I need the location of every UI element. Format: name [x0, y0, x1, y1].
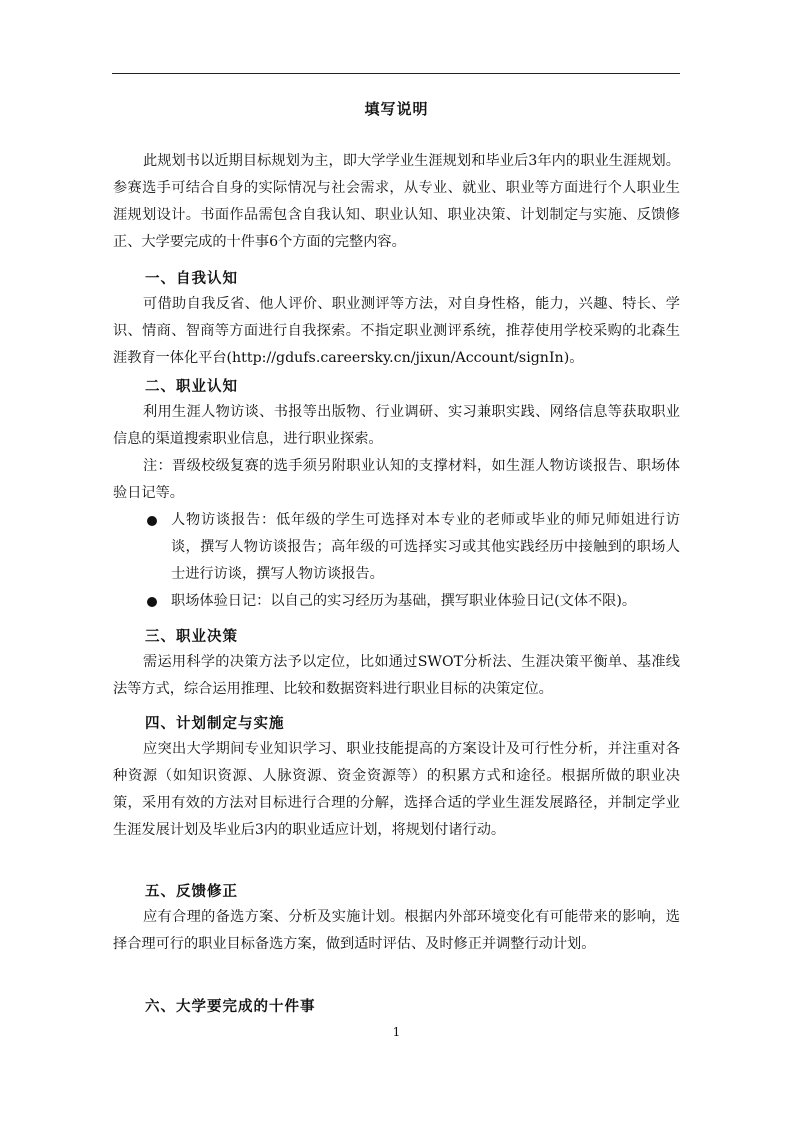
section-body-career-decision: 需运用科学的决策方法予以定位，比如通过SWOT分析法、生涯决策平衡单、基准线法等方式，综合运用推理、比较和数据资料进行职业目标的决策定位。 [113, 654, 680, 697]
section-heading-planning: 四、计划制定与实施 [145, 715, 285, 732]
page-number: 1 [392, 1025, 401, 1039]
list-item-text: 职场体验日记：以自己的实习经历为基础，撰写职业体验日记(文体不限)。 [171, 593, 637, 609]
section-heading-career-decision: 三、职业决策 [145, 628, 238, 645]
section-body-self-awareness: 可借助自我反省、他人评价、职业测评等方法，对自身性格，能力，兴趣、特长、学识、情商、智商等方面进行自我探索。不指定职业测评系统，推荐使用学校采购的北森生涯教育一体化平台(http://gdufs.careersky.cn/jixun/Account/signIn)。 [113, 296, 680, 366]
bullet-icon [147, 516, 157, 526]
section-note-career-awareness: 注：晋级校级复赛的选手须另附职业认知的支撑材料，如生涯人物访谈报告、职场体验日记等。 [113, 458, 680, 501]
section-heading-career-awareness: 二、职业认知 [145, 378, 238, 395]
section-body-career-awareness: 利用生涯人物访谈、书报等出版物、行业调研、实习兼职实践、网络信息等获取职业信息的渠道搜索职业信息，进行职业探索。 [113, 404, 680, 447]
list-item [147, 588, 680, 615]
list-item [147, 507, 680, 588]
section-heading-feedback: 五、反馈修正 [145, 883, 238, 900]
section-body-feedback: 应有合理的备选方案、分析及实施计划。根据内外部环境变化有可能带来的影响，选择合理可行的职业目标备选方案，做到适时评估、及时修正并调整行动计划。 [113, 909, 680, 952]
page-title: 填写说明 [364, 100, 429, 118]
list-item-text: 人物访谈报告：低年级的学生可选择对本专业的老师或毕业的师兄师姐进行访谈，撰写人物访谈报告；高年级的可选择实习或其他实践经历中接触到的职场人士进行访谈，撰写人物访谈报告。 [171, 512, 680, 582]
section-heading-ten-things: 六、大学要完成的十件事 [145, 998, 316, 1015]
intro-paragraph: 此规划书以近期目标规划为主，即大学学业生涯规划和毕业后3年内的职业生涯规划。参赛选手可结合自身的实际情况与社会需求，从专业、就业、职业等方面进行个人职业生涯规划设计。书面作品需包含自我认知、职业认知、职业决策、计划制定与实施、反馈修正、大学要完成的十件事6个方面的完整内容。 [113, 153, 680, 250]
header-rule [112, 73, 680, 74]
bullet-icon [147, 597, 157, 607]
section-heading-self-awareness: 一、自我认知 [145, 270, 238, 287]
section-body-planning: 应突出大学期间专业知识学习、职业技能提高的方案设计及可行性分析，并注重对各种资源（如知识资源、人脉资源、资金资源等）的积累方式和途径。根据所做的职业决策，采用有效的方法对目标进行合理的分解，选择合适的学业生涯发展路径，并制定学业生涯发展计划及毕业后3内的职业适应计划，将规划付诸行动。 [113, 741, 680, 838]
